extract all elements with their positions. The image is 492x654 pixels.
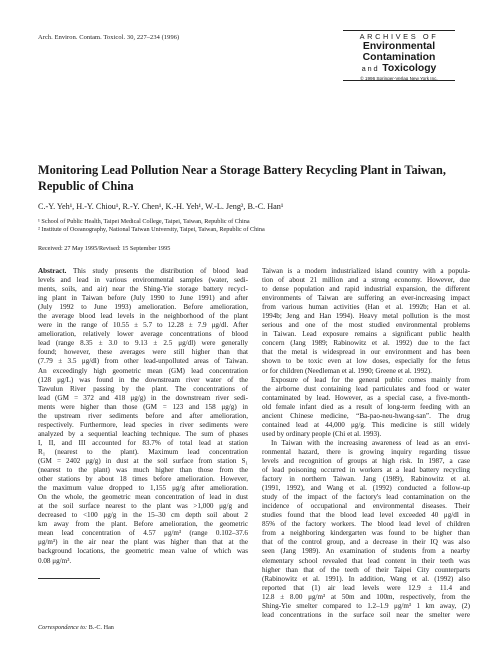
abstract-label: Abstract. [38, 267, 67, 275]
journal-name-line1: ARCHIVES OF [359, 32, 439, 41]
abstract-line: On the whole, the geometric mean concentration of lead in dust [38, 493, 248, 502]
received-date: Received: 27 May 1995/Revised: 15 September 1995 [38, 245, 171, 252]
abstract-line: other stations by about 18 times before amelioration. However, [38, 475, 248, 484]
intro-line: 1994b; Jeng and Han 1994). Heavy metal pollution is the most [262, 312, 470, 321]
intro-line: of lead poisoning occurred in workers at a lead battery recycling [262, 466, 470, 475]
journal-top-rule [343, 30, 455, 31]
journal-name-line3: Contamination [362, 52, 436, 63]
abstract-line: lead (range 8.35 ± 3.0 to 9.13 ± 2.5 μg/dl) were generally [38, 339, 248, 348]
intro-line: 12.8 ± 8.00 μg/m³ at 50m and 100m, respectively, from the [262, 592, 470, 601]
intro-line: Exposure of lead for the general public comes mainly from [271, 375, 470, 384]
intro-line: used by ordinary people (Chi et al. 1993). [262, 429, 382, 438]
intro-line: the airborne dust containing lead particulates and food or water [262, 384, 470, 393]
abstract-line: km away from the plant. Before amelioration, the geometric [38, 520, 248, 529]
abstract-line: at the soil surface nearest to the plant was >1,000 μg/g and [38, 502, 248, 511]
abstract-line: levels and lead in various environmental samples (water, sedi- [38, 276, 248, 285]
intro-line: environments of Taiwan are suffering an ever-increasing impact [262, 294, 470, 303]
intro-line: from a neighboring kindergarten was found to be higher than [262, 529, 470, 538]
intro-line: ancient Chinese medicine, “Ba-pao-neu-hwang-san”. The drug [262, 411, 470, 420]
intro-line: seen (Jang 1989). An examination of students from a nearby [262, 547, 470, 556]
intro-line: concern (Jang 1989; Rabinowitz et al. 1992) due to the fact [262, 339, 470, 348]
affiliation-2: ² Institute of Oceanography, National Taiwan University, Taipei, Taiwan, Republic of China [38, 226, 265, 233]
intro-line: In Taiwan with the increasing awareness of lead as an envi- [271, 438, 470, 447]
intro-line: 85% of the factory workers. The blood lead level of children [262, 520, 470, 529]
intro-line: that of the control group, and a decrease in their IQ was also [262, 538, 470, 547]
intro-line: or for children (Needleman et al. 1990; Greene et al. 1992). [262, 366, 432, 375]
journal-citation: Arch. Environ. Contam. Toxicol. 30, 227–234 (1996) [38, 34, 180, 41]
article-title: Monitoring Lead Pollution Near a Storage Battery Recycling Plant in Taiwan, Republic of China [38, 163, 446, 193]
intro-line: that the metal is widespread in our environment and has been [262, 348, 470, 357]
abstract-line: found; however, these averages were still higher than that [38, 348, 248, 357]
correspondence [38, 624, 114, 631]
intro-line: shown to be toxic even at low doses, especially for the fetus [262, 357, 470, 366]
footnote-rule [38, 578, 100, 579]
intro-line: in Taiwan. Lead exposure remains a significant public health [262, 330, 470, 339]
abstract-line: An exceedingly high geometric mean (GM) lead concentration [38, 366, 248, 375]
abstract-line: background locations, the geometric mean value of which was [38, 547, 248, 556]
abstract-line: μg/m³) in the air near the plant was higher than that at the [38, 538, 248, 547]
abstract-line: the upstream river sediments before and after amelioration, [38, 411, 248, 420]
intro-line: Shing-Yie smelter compared to 1.2–1.9 μg/m³ 1 km away, (2) [262, 601, 470, 610]
intro-line: to dense population and rapid industrial expansion, the different [262, 285, 470, 294]
intro-line: reported that (1) air lead levels were 12.9 ± 11.4 and [262, 583, 470, 592]
abstract-first-line: This study presents the distribution of blood lead [66, 267, 248, 275]
abstract-line: (July 1992 to June 1993) amelioration. Before amelioration, [38, 303, 248, 312]
abstract-line: R₁ (nearest to the plant). Maximum lead concentration [38, 447, 248, 456]
journal-and: and [361, 64, 380, 73]
intro-line: incidence of occupational and environmental diseases. Their [262, 502, 470, 511]
abstract-line: amelioration, relatively lower average concentrations of blood [38, 330, 248, 339]
abstract-line: respectively. Furthermore, lead species in river sediments were [38, 420, 248, 429]
abstract-line: decreased to <100 μg/g in the 15–30 cm depth soil about 2 [38, 511, 248, 520]
introduction-column [262, 267, 470, 620]
journal-name-line2: Environmental [362, 41, 436, 52]
intro-line: Taiwan is a modern industrialized island country with a popula- [262, 267, 470, 275]
intro-line: (Rabinowitz et al. 1991). In addition, Wang et al. (1992) also [262, 574, 470, 583]
abstract-line: the average blood lead levels in the neighborhood of the plant [38, 312, 248, 321]
intro-line: levels and recognition of groups at high risk. In 1987, a case [262, 456, 470, 465]
intro-line: (1991, 1992), and Wang et al. (1992) conducted a follow-up [262, 484, 470, 493]
abstract-line: the maximum value dropped to 1,155 μg/g after amelioration. [38, 484, 248, 493]
intro-line: study of the impact of the factory's lead contamination on the [262, 493, 470, 502]
abstract-line: (GM = 2402 μg/g) in dust at the soil surface from station S₁ [38, 456, 248, 465]
intro-line: studies found that the blood lead level exceeded 40 μg/dl in [262, 511, 470, 520]
abstract-line: ing plant in Taiwan before (July 1990 to June 1991) and after [38, 294, 248, 303]
intro-line: from various human activities (Han et al. 1992b; Han et al. [262, 303, 470, 312]
author-list: C.-Y. Yeh¹, H.-Y. Chiou¹, R.-Y. Chen¹, K.-H. Yeh¹, W.-L. Jeng², B.-C. Han¹ [38, 202, 284, 211]
journal-bottom-rule [343, 80, 455, 81]
abstract-line: analyzed by a sequential leaching technique. The sum of phases [38, 429, 248, 438]
abstract-line: (128 μg/L) was found in the downstream river water of the [38, 375, 248, 384]
intro-line: tion of about 21 million and a strong economy. However, due [262, 276, 470, 285]
abstract-line: ments were higher than those (GM = 123 and 158 μg/g) in [38, 402, 248, 411]
intro-line: contained lead at 44,000 μg/g. This medicine is still widely [262, 420, 470, 429]
journal-masthead [343, 32, 455, 83]
intro-line: old female infant died as a result of long-term feeding with an [262, 402, 470, 411]
abstract-line: I, II, and III accounted for 83.7% of total lead at station [38, 438, 248, 447]
journal-copyright: © 1996 Springer-Verlag New York Inc. [360, 76, 438, 81]
abstract-column [38, 267, 248, 566]
abstract-line: ments, soils, and air) near the Shing-Yie storage battery recycl- [38, 285, 248, 294]
intro-line: elementary school revealed that lead content in their teeth was [262, 556, 470, 565]
abstract-line: Tawulun River passing by the plant. The concentrations of [38, 384, 248, 393]
affiliation-1: ¹ School of Public Health, Taipei Medical College, Taipei, Taiwan, Republic of China [38, 218, 250, 225]
intro-line: contaminated by lead. However, as a special case, a five-month- [262, 393, 470, 402]
intro-line: factory in northern Taiwan. Jang (1989), Rabinowitz et al. [262, 475, 470, 484]
journal-name-line4 [343, 63, 455, 74]
journal-toxicology: Toxicology [382, 63, 437, 74]
correspondence-name: B.-C. Han [88, 624, 114, 631]
abstract-line: were in the range of 10.55 ± 5.7 to 12.28 ± 7.9 μg/dl. After [38, 321, 248, 330]
abstract-line: (nearest to the plant) was much higher than those from the [38, 466, 248, 475]
intro-line: serious and one of the most studied environmental problems [262, 321, 470, 330]
abstract-line: lead (GM = 372 and 418 μg/g) in the downstream river sedi- [38, 393, 248, 402]
abstract-line: (7.79 ± 3.5 μg/dl) from other lead-unpolluted areas of Taiwan. [38, 357, 248, 366]
intro-line: lead concentrations in the surface soil near the smelter were [262, 610, 470, 619]
intro-line: ronmental hazard, there is growing inquiry regarding tissue [262, 447, 470, 456]
abstract-line: 0.08 μg/m³. [38, 556, 72, 565]
correspondence-label: Correspondence to: [38, 624, 88, 631]
intro-line: higher than that of the teeth of their Taipei City counterparts [262, 565, 470, 574]
abstract-line [38, 267, 248, 276]
abstract-line: mean lead concentration of 4.57 μg/m³ (range 0.102–37.6 [38, 529, 248, 538]
